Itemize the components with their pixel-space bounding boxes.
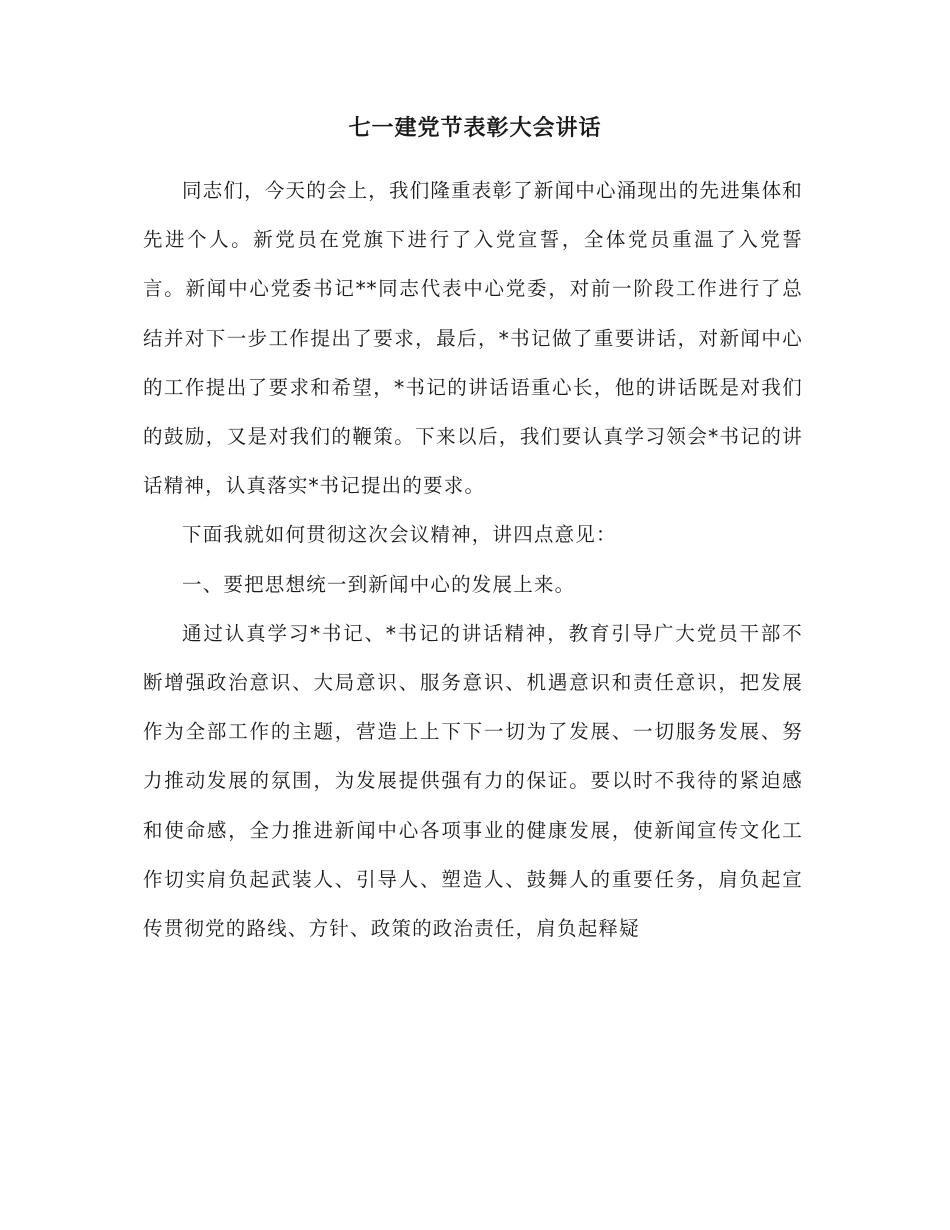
- paragraph-opinions-lead: 下面我就如何贯彻这次会议精神，讲四点意见：: [182, 523, 617, 547]
- document-title: 七一建党节表彰大会讲话: [348, 115, 602, 141]
- paragraph-heading-one: 一、要把思想统一到新闻中心的发展上来。: [182, 572, 576, 596]
- document-body: [143, 166, 803, 953]
- paragraph-point-one: 通过认真学习*书记、*书记的讲话精神，教育引导广大党员干部不断增强政治意识、大局意识、服务意识、机遇意识和责任意识，把发展作为全部工作的主题，营造上上下下一切为了发展、一切服务发展、努力推动发展的氛围，为发展提供强有力的保证。要以时不我待的紧迫感和使命感，全力推进新闻中心各项事业的健康发展，使新闻宣传文化工作切实肩负起武装人、引导人、塑造人、鼓舞人的重要任务，肩负起宣传贯彻党的路线、方针、政策的政治责任，肩负起释疑: [143, 621, 803, 941]
- paragraph-intro: 同志们，今天的会上，我们隆重表彰了新闻中心涌现出的先进集体和先进个人。新党员在党旗下进行了入党宣誓，全体党员重温了入党誓言。新闻中心党委书记**同志代表中心党委，对前一阶段工作进行了总结并对下一步工作提出了要求，最后，*书记做了重要讲话，对新闻中心的工作提出了要求和希望，*书记的讲话语重心长，他的讲话既是对我们的鼓励，又是对我们的鞭策。下来以后，我们要认真学习领会*书记的讲话精神，认真落实*书记提出的要求。: [143, 179, 804, 498]
